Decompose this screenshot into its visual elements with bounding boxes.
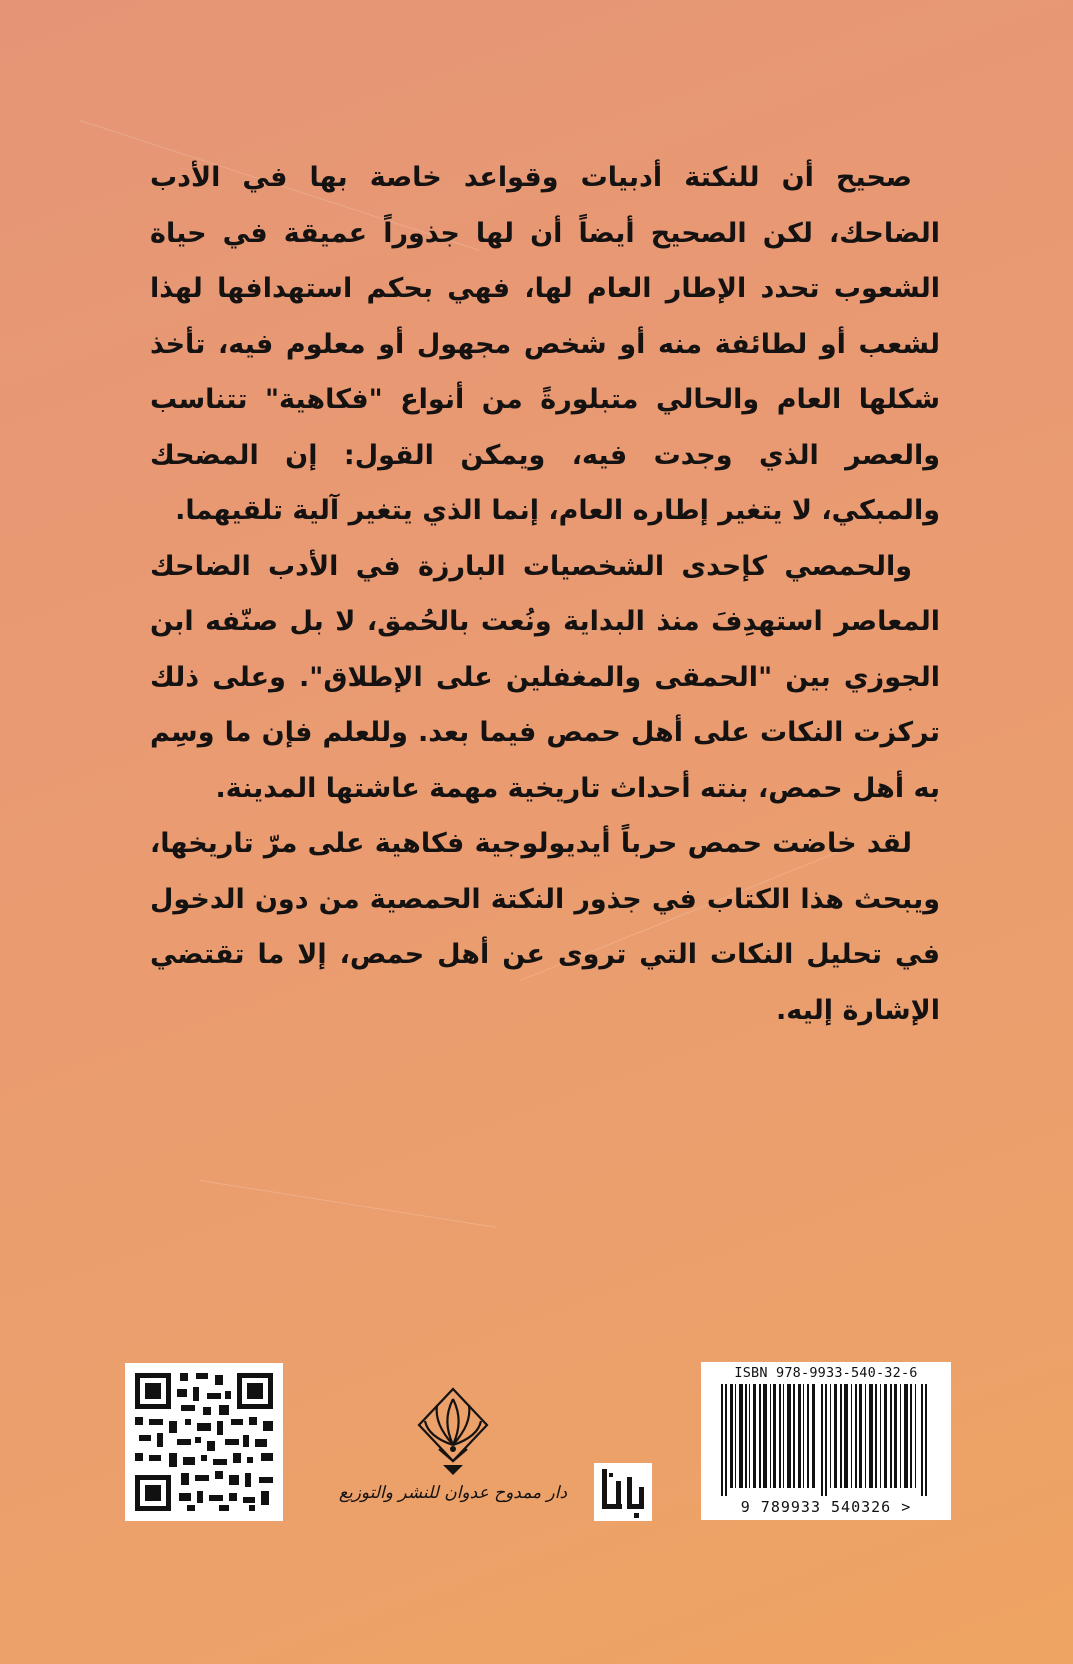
barcode-digits: 9 789933 540326 > [740, 1498, 912, 1516]
publisher-logo [318, 1385, 588, 1525]
qr-code-icon[interactable] [125, 1363, 283, 1521]
lotus-fan-icon [413, 1385, 493, 1481]
paper-crease [200, 1180, 496, 1228]
blurb-text [150, 150, 940, 1038]
publisher-name: دار ممدوح عدوان للنشر والتوزيع [338, 1483, 568, 1503]
barcode-bars [713, 1384, 939, 1496]
blurb-paragraph-2: والحمصي كإحدى الشخصيات البارزة في الأدب الضاحك المعاصر استهدِفَ منذ البداية ونُعت بالحُمق، لا بل صنّفه ابن الجوزي بين "الحمقى والمغفلين على الإطلاق". وعلى ذلك تركزت النكات على أهل حمص فيما بعد. وللعلم فإن ما وسِم به أهل حمص، بنته أحداث تاريخية مهمة عاشتها المدينة. [150, 550, 940, 804]
isbn-barcode [701, 1362, 951, 1520]
blurb-paragraph-3: لقد خاضت حمص حرباً أيديولوجية فكاهية على مرّ تاريخها، ويبحث هذا الكتاب في جذور النكتة الحمصية من دون الدخول في تحليل النكات التي تروى عن أهل حمص، إلا ما تقتضي الإشارة إليه. [150, 828, 940, 1026]
blurb-paragraph-1: صحيح أن للنكتة أدبيات وقواعد خاصة بها في الأدب الضاحك، لكن الصحيح أيضاً أن لها جذوراً عميقة في حياة الشعوب تحدد الإطار العام لها، فهي بحكم استهدافها لهذا لشعب أو لطائفة منه أو شخص مجهول أو معلوم فيه، تأخذ شكلها العام والحالي متبلورةً من أنواع "فكاهية" تتناسب والعصر الذي وجدت فيه، ويمكن القول: إن المضحك والمبكي، لا يتغير إطاره العام، إنما الذي يتغير آلية تلقيهما. [150, 162, 940, 526]
naya-imprint-icon [594, 1463, 652, 1521]
isbn-label: ISBN 978-9933-540-32-6 [734, 1365, 918, 1381]
